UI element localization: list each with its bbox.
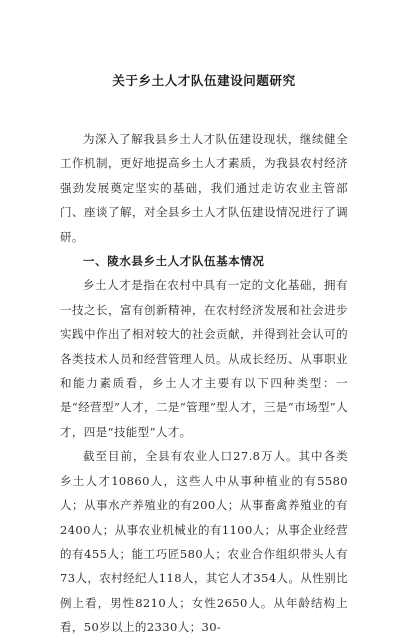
intro-paragraph: 为深入了解我县乡土人才队伍建设现状，继续健全工作机制，更好地提高乡土人才素质，为我县农村经济强劲发展奠定坚实的基础，我们通过走访农业主管部门、座谈了解，对全县乡土人才队伍建设情况进行了调研。	[60, 132, 348, 244]
statistics-paragraph: 截至目前，全县有农业人口27.8万人。其中各类乡土人才10860人，这些人中从事种植业的有5580人；从事水产养殖业的有200人；从事畜禽养殖业的有2400人；从事农业机械业的有1100人；从事企业经营的有455人；能工巧匠580人；农业合作组织带头人有73人，农村经纪人118人，其它人才354人。从性别比例上看，男性8210人；女性2650人。从年龄结构上看，50岁以上的2330人；30-	[60, 449, 348, 635]
document-title: 关于乡土人才队伍建设问题研究	[112, 73, 296, 88]
definition-paragraph: 乡土人才是指在农村中具有一定的文化基础，拥有一技之长，富有创新精神，在农村经济发展和社会进步实践中作出了相对较大的社会贡献，并得到社会认可的各类技术人员和经营管理人员。从成长经历、从事职业和能力素质看，乡土人才主要有以下四种类型：一是“经营型”人才，二是“管理”型人才，三是“市场型”人才，四是“技能型”人才。	[60, 278, 348, 439]
section-heading: 一、陵水县乡土人才队伍基本情况	[83, 254, 265, 269]
